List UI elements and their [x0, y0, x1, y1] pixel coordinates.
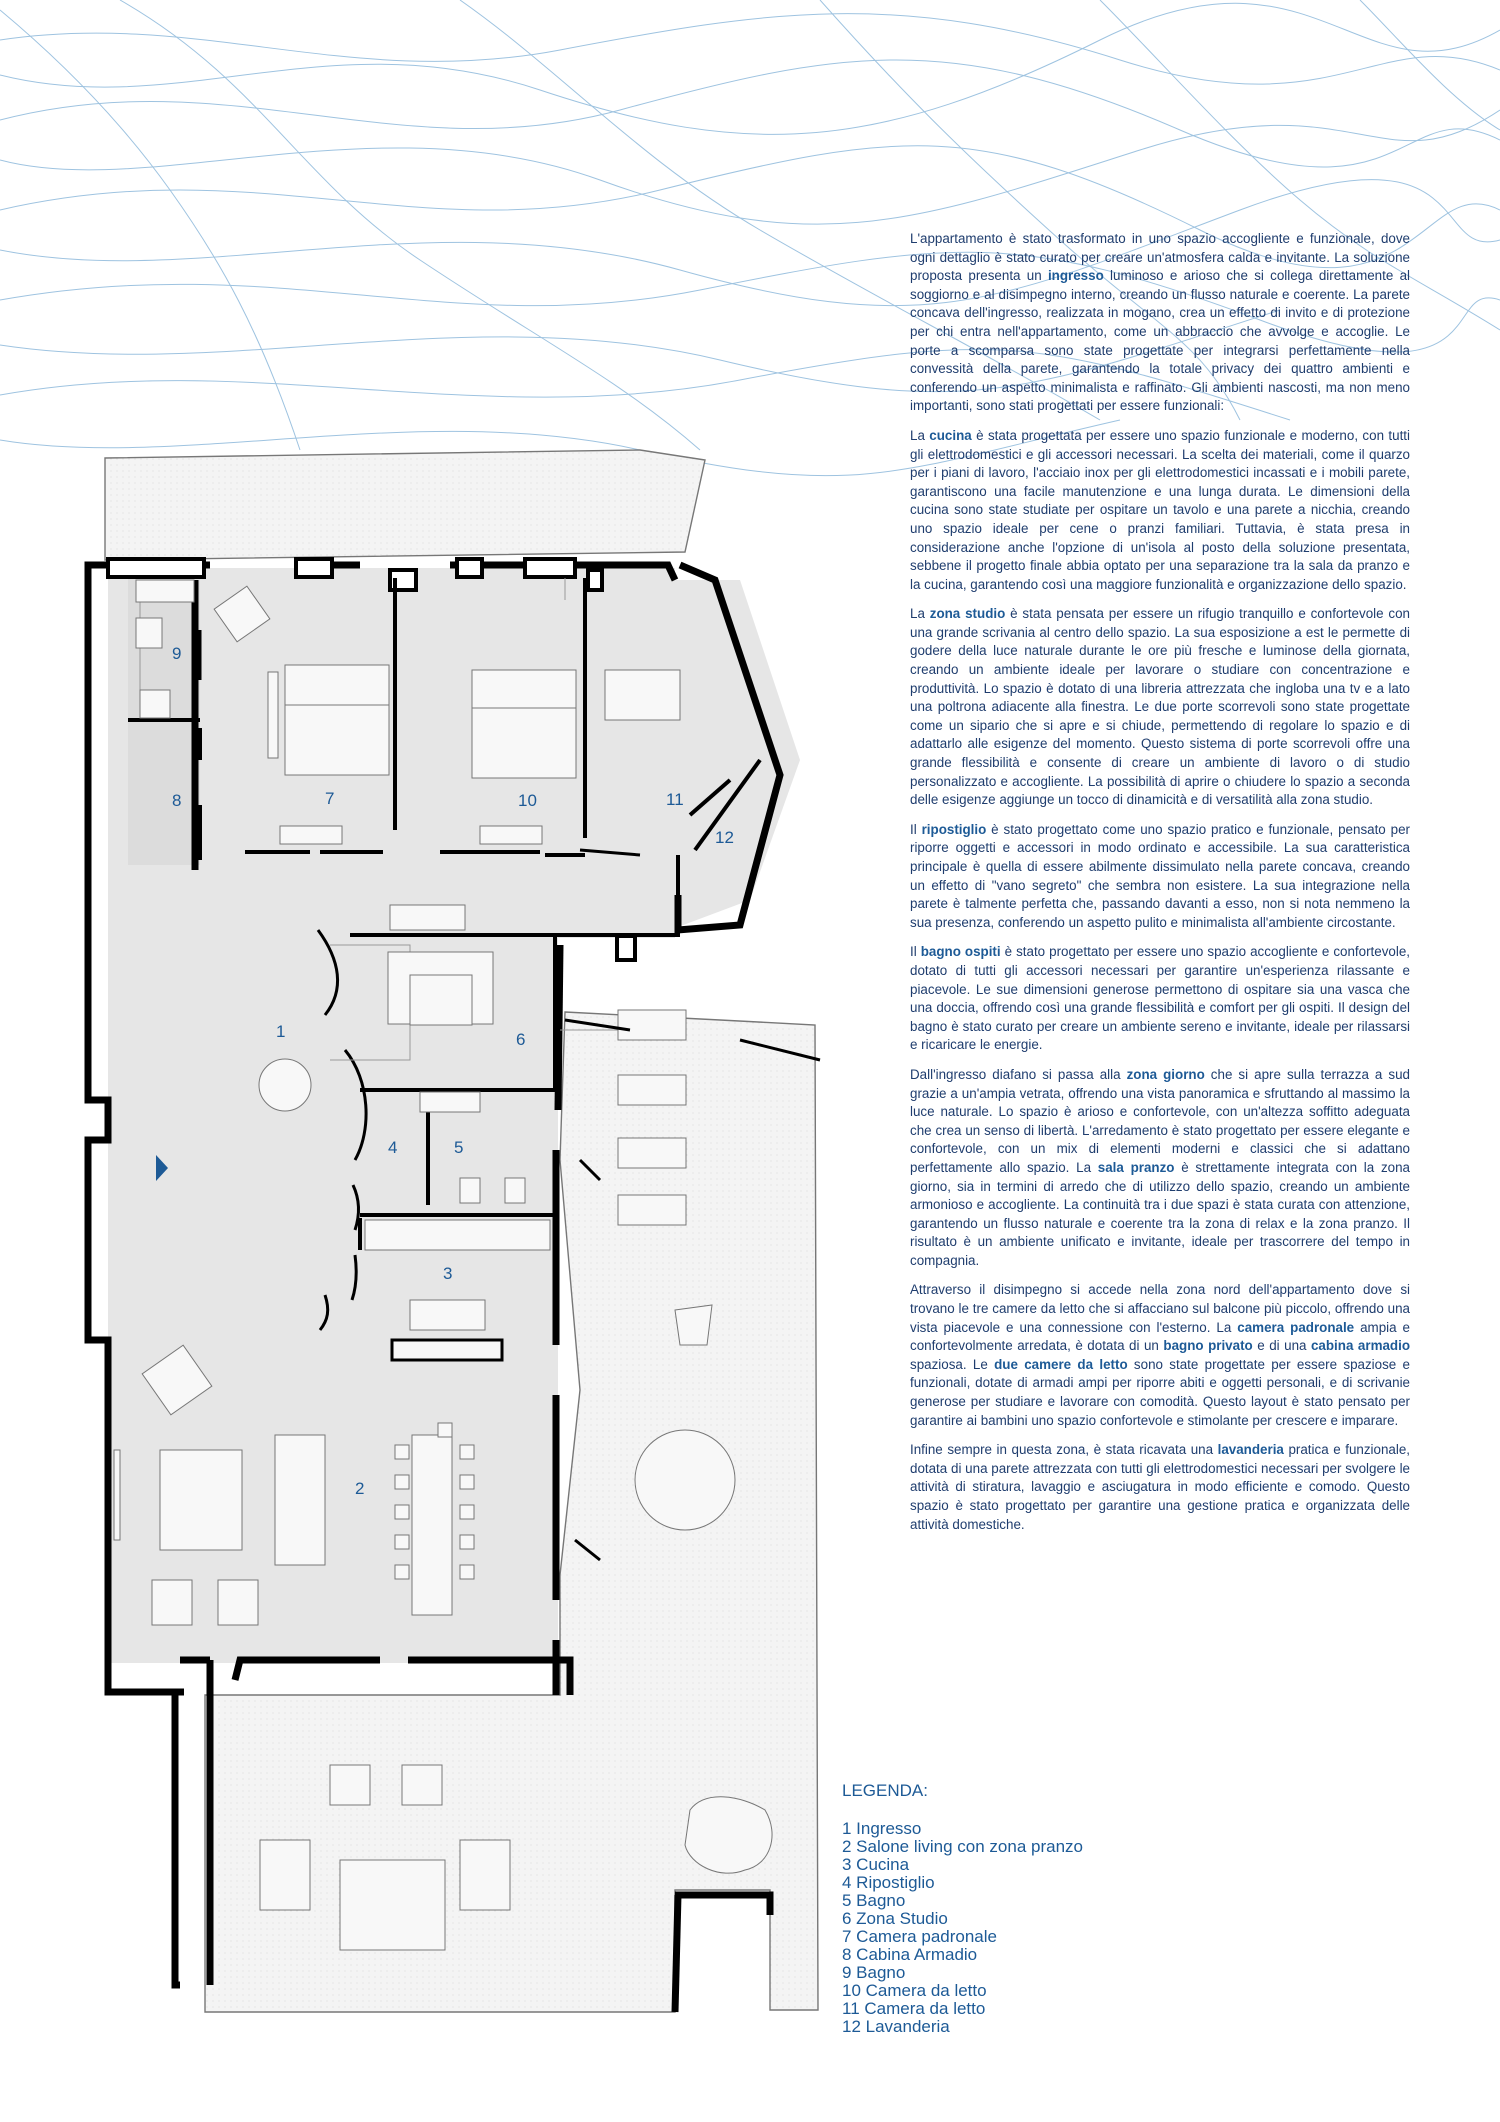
legend-item: 2 Salone living con zona pranzo: [842, 1837, 1083, 1856]
highlighted-term: cucina: [929, 427, 972, 443]
legend-item: 12 Lavanderia: [842, 2017, 950, 2036]
legend-item: 3 Cucina: [842, 1855, 910, 1874]
room-number: 9: [172, 644, 182, 663]
room-number: 12: [715, 828, 734, 847]
room-number: 11: [666, 790, 684, 809]
room-number: 1: [276, 1022, 286, 1041]
description-paragraph: Dall'ingresso diafano si passa alla zona giorno che si apre sulla terrazza a sud grazie a un'ampia vetrata, offrendo una vista panoramica e sfruttando al massimo la luce naturale. Lo spazio è arioso e confortevole, con un'altezza soffitto adeguata che crea un senso di libertà. L'arredamento è stato progettato per essere elegante e confortevole, con un mix di elementi moderni e classici che si adattano perfettamente allo spazio. La sala pranzo è strettamente integrata con la zona giorno, sia in termini di arredo che di utilizzo dello spazio, creando un ambiente armonioso e accogliente. La continuità tra i due spazi è stata curata con attenzione, garantendo un flusso naturale e coerente tra la zona di relax e la zona pranzo. Il risultato è un ambiente unificato e invitante, ideale per trascorrere del tempo in compagnia.: [910, 1066, 1410, 1268]
description-paragraph: Il ripostiglio è stato progettato come uno spazio pratico e funzionale, pensato per riporre oggetti e accessori in modo ordinato e accessibile. La sua caratteristica principale è quella di essere abilmente dissimulato nella parete concava, creando un effetto di "vano segreto" che sembra non esistere. La sua integrazione nella parete è talmente perfetta che, passando davanti a esso, non si nota nemmeno la sua presenza, conferendo un aspetto pulito e minimalista all'ambiente circostante.: [910, 821, 1410, 930]
highlighted-term: lavanderia: [1217, 1442, 1284, 1458]
description-paragraph: Il bagno ospiti è stato progettato per essere uno spazio accogliente e confortevole, dotato di tutti gli accessori necessari per garantire un'esperienza rilassante e piacevole. Le sue dimensioni generose permettono di ospitare sia una vasca che una doccia, offrendo così una grande flessibilità e comfort per gli ospiti. Il design del bagno è stato curato per creare un ambiente sereno e invitante, ideale per rilassarsi e ricaricare le energie.: [910, 944, 1410, 1053]
legend-title: LEGENDA:: [842, 1781, 928, 1800]
legend: [842, 1782, 1083, 2036]
highlighted-term: ingresso: [1047, 268, 1104, 284]
description-paragraph: La zona studio è stata pensata per essere un rifugio tranquillo e confortevole con una grande scrivania al centro dello spazio. La sua esposizione a est le permette di godere della luce naturale durante le ore più fresche e luminose della giornata, creando un ambiente ideale per lavorare o studiare con concentrazione e produttività. Lo spazio è dotato di una libreria attrezzata che ingloba una tv e a lato una poltrona adiacente alla finestra. Le due porte scorrevoli sono state progettate come un sipario che si apre e si chiude, permettendo di regolare lo spazio e di adattarlo alle esigenze del momento. Questo sistema di porte scorrevoli offre una grande flessibilità e consente di creare un ambiente di lavoro o di studio personalizzato e accogliente. La possibilità di aprire o chiudere lo spazio a seconda delle esigenze aggiunge un tocco di dinamicità e di versatilità alla zona studio.: [910, 606, 1410, 808]
room-number: 3: [443, 1264, 453, 1283]
room-number: 8: [172, 791, 182, 810]
legend-item: 1 Ingresso: [842, 1819, 922, 1838]
highlighted-term: cabina armadio: [1310, 1338, 1411, 1354]
legend-item: 5 Bagno: [842, 1891, 906, 1910]
legend-item: 10 Camera da letto: [842, 1981, 987, 2000]
highlighted-term: bagno ospiti: [920, 944, 1001, 960]
room-number: 5: [454, 1138, 464, 1157]
description-paragraph: Attraverso il disimpegno si accede nella zona nord dell'appartamento dove si trovano le tre camere da letto che si affacciano sul balcone più piccolo, offrendo una vista piacevole e una connessione con l'esterno. La camera padronale ampia e confortevolmente arredata, è dotata di un bagno privato e di una cabina armadio spaziosa. Le due camere da letto sono state progettate per essere spaziose e funzionali, dotate di armadi ampi per riporre abiti e oggetti personali, e di scrivanie generose per studiare e lavorare con comodità. Questo layout è stato pensato per garantire ai bambini uno spazio confortevole e stimolante per crescere e imparare.: [910, 1282, 1411, 1428]
description-paragraph: Infine sempre in questa zona, è stata ricavata una lavanderia pratica e funzionale, dotata di una parete attrezzata con tutti gli elettrodomestici necessari per svolgere le attività di stiratura, lavaggio e asciugatura in modo efficiente e comodo. Questo spazio è stato progettato per garantire una gestione pratica e organizzata delle attività domestiche.: [910, 1442, 1410, 1532]
highlighted-term: sala pranzo: [1097, 1159, 1175, 1175]
highlighted-term: camera padronale: [1237, 1319, 1355, 1335]
highlighted-term: zona studio: [929, 606, 1006, 622]
legend-item: 4 Ripostiglio: [842, 1873, 935, 1892]
room-number: 4: [388, 1138, 398, 1157]
description-paragraph: L'appartamento è stato trasformato in uno spazio accogliente e funzionale, dove ogni dettaglio è stato curato per creare un'atmosfera calda e invitante. La soluzione proposta presenta un ingresso luminoso e arioso che si collega direttamente al soggiorno e al disimpegno interno, creando un flusso naturale e coerente. La parete concava dell'ingresso, realizzata in mogano, crea un effetto di invito e di protezione per chi entra nell'appartamento, come un abbraccio che avvolge e accoglie. Le porte a scomparsa sono state progettate per integrarsi perfettamente nella convessità della parete, garantendo la totale privacy dei quattro ambienti e conferendo un aspetto minimalista e raffinato. Gli ambienti nascosti, ma non meno importanti, sono stati progettati per essere funzionali:: [910, 231, 1410, 414]
highlighted-term: bagno privato: [1163, 1338, 1253, 1354]
project-description: [910, 230, 1410, 1545]
legend-item: 7 Camera padronale: [842, 1927, 997, 1946]
highlighted-term: ripostiglio: [921, 821, 987, 837]
legend-item: 8 Cabina Armadio: [842, 1945, 978, 1964]
legend-item: 6 Zona Studio: [842, 1909, 948, 1928]
room-number: 7: [325, 789, 335, 808]
room-number: 6: [516, 1030, 526, 1049]
highlighted-term: due camere da letto: [994, 1356, 1128, 1372]
legend-item: 11 Camera da letto: [842, 1999, 986, 2018]
highlighted-term: zona giorno: [1126, 1066, 1205, 1082]
legend-item: 9 Bagno: [842, 1963, 906, 1982]
description-paragraph: La cucina è stata progettata per essere uno spazio funzionale e moderno, con tutti gli elettrodomestici e gli accessori necessari. La scelta dei materiali, come il quarzo per i piani di lavoro, l'acciaio inox per gli elettrodomestici incassati e i mobili parete, garantiscono una facile manutenzione e una lunga durata. Le dimensioni della cucina sono state studiate per ospitare un tavolo e una parete a nicchia, creando uno spazio ideale per cene o pranzi familiari. Tuttavia, è stata presa in considerazione anche l'opzione di un'isola al posto della soluzione presentata, sebbene il progetto finale abbia optato per una separazione tra la sala da pranzo e la cucina, garantendo così una maggiore funzionalità e organizzazione dello spazio.: [910, 427, 1410, 592]
room-number: 2: [355, 1479, 365, 1498]
room-number: 10: [518, 791, 537, 810]
